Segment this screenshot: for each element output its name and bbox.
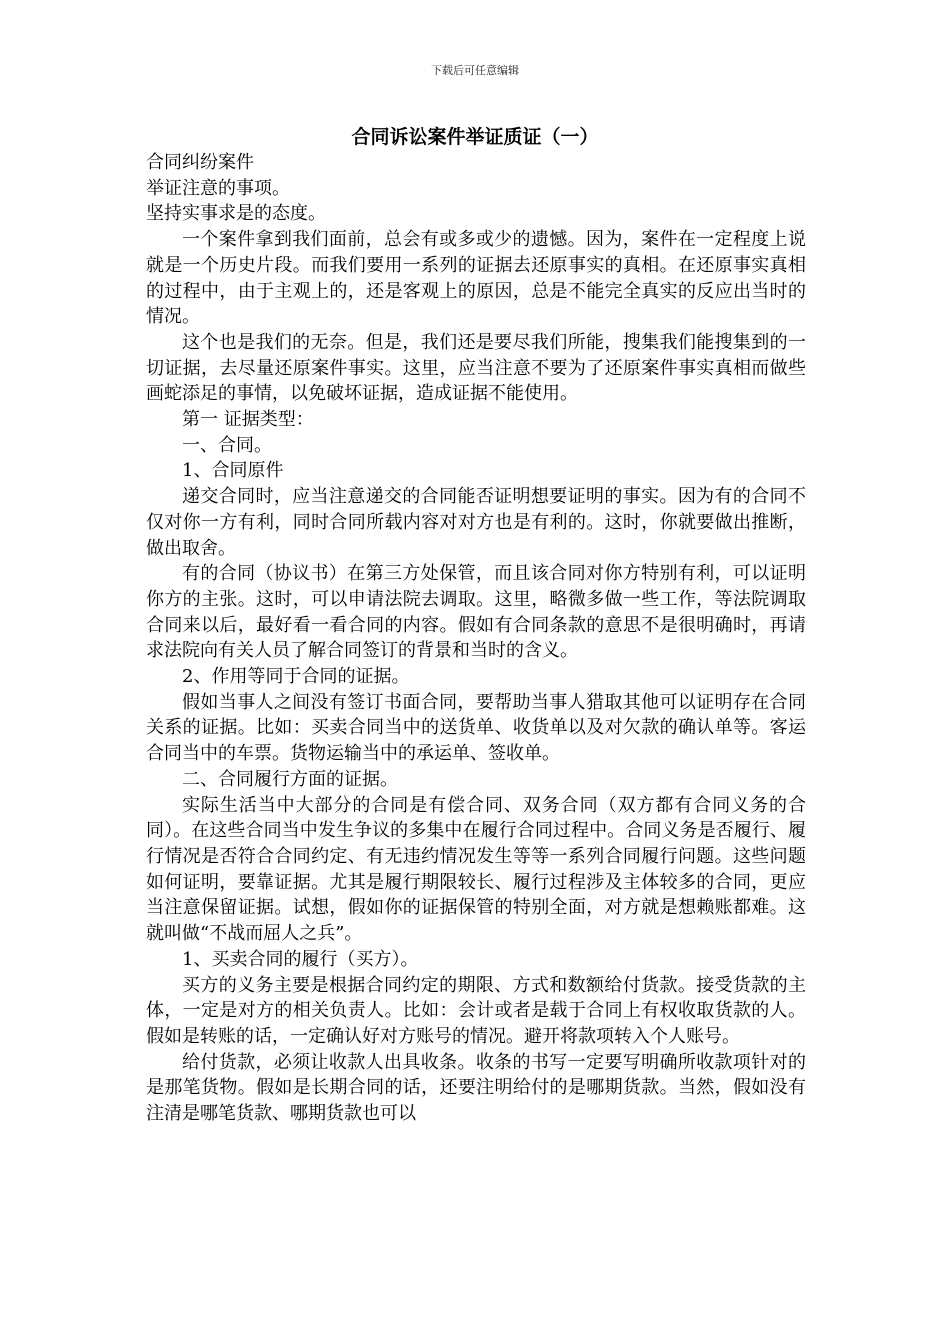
document-paragraph: 第一 证据类型： bbox=[182, 409, 314, 431]
document-paragraph: 一、合同。 bbox=[182, 434, 272, 456]
document-title: 合同诉讼案件举证质证（一） bbox=[351, 126, 599, 148]
document-paragraph: 这个也是我们的无奈。但是，我们还是要尽我们所能，搜集我们能搜集到的一切证据，去尽量还原案件事实。这里，应当注意不要为了还原案件事实真相而做些画蛇添足的事情，以免破坏证据，造成证据不能使用。 bbox=[146, 331, 806, 405]
document-paragraph: 1、买卖合同的履行（买方）。 bbox=[182, 948, 419, 970]
page-header-note: 下载后可任意编辑 bbox=[431, 64, 519, 77]
document-paragraph: 实际生活当中大部分的合同是有偿合同、双务合同（双方都有合同义务的合同）。在这些合同当中发生争议的多集中在履行合同过程中。合同义务是否履行、履行情况是否符合合同约定、有无违约情况发生等等一系列合同履行问题。这些问题如何证明，要靠证据。尤其是履行期限较长、履行过程涉及主体较多的合同，更应当注意保留证据。试想，假如你的证据保管的特别全面，对方就是想赖账都难。这就叫做“不战而屈人之兵”。 bbox=[146, 794, 806, 945]
document-paragraph: 举证注意的事项。 bbox=[146, 177, 290, 199]
document-paragraph: 买方的义务主要是根据合同约定的期限、方式和数额给付货款。接受货款的主体，一定是对方的相关负责人。比如：会计或者是载于合同上有权收取货款的人。假如是转账的话，一定确认好对方账号的情况。避开将款项转入个人账号。 bbox=[146, 974, 806, 1047]
document-paragraph: 坚持实事求是的态度。 bbox=[146, 203, 326, 225]
document-paragraph: 假如当事人之间没有签订书面合同，要帮助当事人猎取其他可以证明存在合同关系的证据。比如：买卖合同当中的送货单、收货单以及对欠款的确认单等。客运合同当中的车票。货物运输当中的承运单、签收单。 bbox=[146, 691, 806, 765]
document-paragraph: 合同纠纷案件 bbox=[146, 152, 254, 173]
document-paragraph: 递交合同时，应当注意递交的合同能否证明想要证明的事实。因为有的合同不仅对你一方有利，同时合同所载内容对对方也是有利的。这时，你就要做出推断，做出取舍。 bbox=[146, 486, 806, 559]
document-paragraph: 二、合同履行方面的证据。 bbox=[182, 768, 398, 790]
document-body bbox=[146, 150, 806, 1127]
document-paragraph: 给付货款，必须让收款人出具收条。收条的书写一定要写明确所收款项针对的是那笔货物。假如是长期合同的话，还要注明给付的是哪期货款。当然，假如没有注清是哪笔货款、哪期货款也可以 bbox=[146, 1051, 806, 1125]
document-paragraph: 1、合同原件 bbox=[182, 460, 284, 482]
document-paragraph: 有的合同（协议书）在第三方处保管，而且该合同对你方特别有利，可以证明你方的主张。这时，可以申请法院去调取。这里，略微多做一些工作，等法院调取合同来以后，最好看一看合同的内容。假如有合同条款的意思不是很明确时，再请求法院向有关人员了解合同签订的背景和当时的含义。 bbox=[146, 563, 806, 662]
document-paragraph: 一个案件拿到我们面前，总会有或多或少的遗憾。因为，案件在一定程度上说就是一个历史片段。而我们要用一系列的证据去还原事实的真相。在还原事实真相的过程中，由于主观上的，还是客观上的原因，总是不能完全真实的反应出当时的情况。 bbox=[146, 229, 806, 328]
document-paragraph: 2、作用等同于合同的证据。 bbox=[182, 666, 410, 688]
